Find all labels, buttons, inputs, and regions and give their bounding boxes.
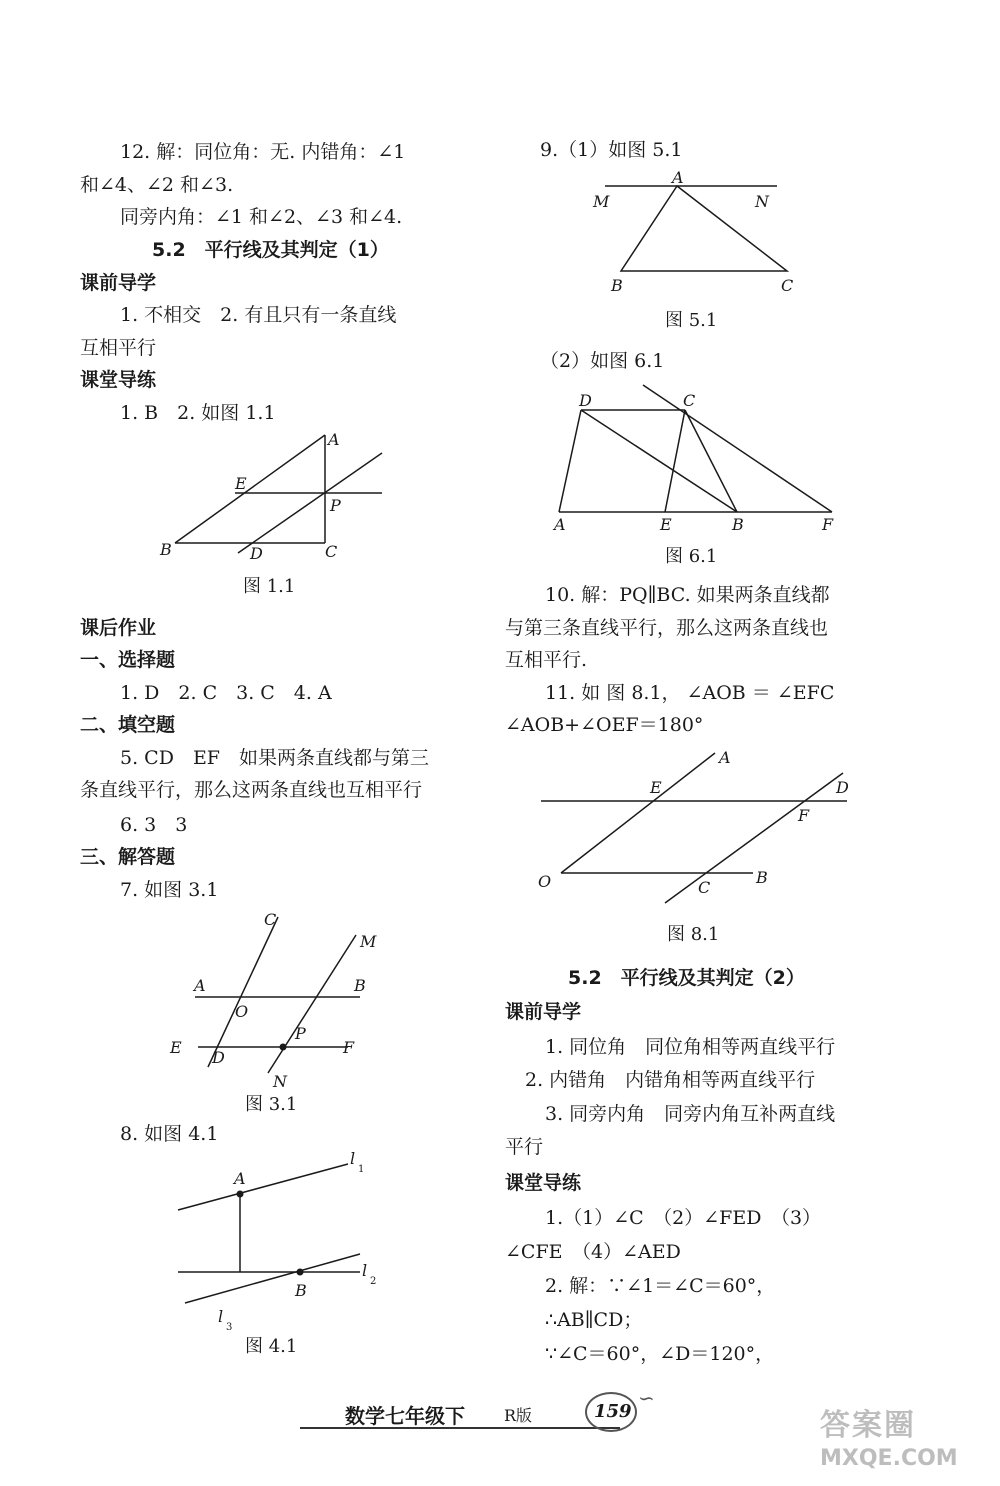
figure-8-1: [535, 745, 855, 905]
figure-5-1-caption: 图 5.1: [665, 310, 718, 331]
fig11-label-b: B: [160, 540, 172, 559]
fig61-label-e: E: [660, 515, 672, 534]
fig81-label-b: B: [756, 868, 768, 887]
fig41-label-l2-sub: 2: [370, 1276, 377, 1287]
heading-preview-2: 课前导学: [505, 1001, 582, 1023]
fig61-label-d: D: [579, 391, 592, 410]
fill-answer-5-line1: 5. CD EF 如果两条直线都与第三: [120, 747, 429, 769]
heading-classroom: 课堂导练: [80, 369, 157, 391]
figure-3-1: [160, 905, 390, 1095]
figure-3-1-caption: 图 3.1: [245, 1094, 298, 1115]
preview2-answer-3: 3. 同旁内角 同旁内角互补两直线: [545, 1103, 836, 1125]
fig11-label-e: E: [235, 474, 247, 493]
classroom2-answer-2-line2: ∴AB∥CD；: [545, 1309, 643, 1331]
fig31-label-p: P: [295, 1024, 306, 1043]
fig51-label-m: M: [593, 192, 610, 211]
fig61-label-f: F: [822, 515, 834, 534]
answer-12-line1: 12. 解：同位角：无. 内错角：∠1: [120, 141, 406, 163]
page-number: 159: [594, 1401, 632, 1422]
footer-book-title: 数学七年级下: [345, 1404, 465, 1428]
fill-answer-6: 6. 3 3: [120, 814, 188, 836]
classroom2-answer-1-line1: 1.（1）∠C （2）∠FED （3）: [545, 1207, 822, 1229]
fig51-label-c: C: [781, 276, 794, 295]
solve-answer-8: 8. 如图 4.1: [120, 1123, 219, 1145]
fig31-label-e: E: [170, 1038, 182, 1057]
classroom2-answer-1-line2: ∠CFE （4）∠AED: [505, 1241, 681, 1263]
fig41-label-l1: l: [350, 1149, 356, 1168]
footer-edition: R版: [504, 1406, 533, 1425]
fig11-label-a: A: [328, 430, 340, 449]
fig31-label-c: C: [264, 910, 277, 929]
answer-10-line3: 互相平行.: [505, 649, 588, 671]
classroom2-answer-2-line1: 2. 解：∵∠1＝∠C＝60°，: [545, 1275, 776, 1297]
answer-12-line3: 同旁内角：∠1 和∠2、∠3 和∠4.: [120, 206, 403, 228]
answer-9-1: 9.（1）如图 5.1: [540, 139, 683, 161]
classroom-answer-1: 1. B 2. 如图 1.1: [120, 402, 276, 424]
figure-5-1: [585, 163, 805, 298]
fig31-label-n: N: [273, 1072, 287, 1091]
fig11-label-c: C: [325, 542, 338, 561]
fig31-label-d: D: [212, 1048, 225, 1067]
figure-8-1-caption: 图 8.1: [667, 924, 720, 945]
fig41-label-a: A: [234, 1169, 246, 1188]
fig41-label-b: B: [295, 1281, 307, 1300]
preview-answer-line1: 1. 不相交 2. 有且只有一条直线: [120, 304, 397, 326]
fig11-label-d: D: [250, 544, 263, 563]
fig41-label-l2: l: [362, 1261, 368, 1280]
fig31-label-b: B: [354, 976, 366, 995]
point-a-dot: [237, 1191, 244, 1198]
fig51-label-a: A: [672, 168, 684, 187]
answer-12-line2: 和∠4、∠2 和∠3.: [80, 174, 234, 196]
answer-10-line2: 与第三条直线平行，那么这两条直线也: [505, 617, 829, 639]
watermark-logo: 答案圈: [820, 1408, 916, 1443]
fig31-label-a: A: [194, 976, 206, 995]
fig81-label-o: O: [538, 872, 552, 891]
answer-9-2: （2）如图 6.1: [540, 350, 665, 372]
figure-6-1: [545, 382, 845, 532]
heading-fill: 二、填空题: [80, 714, 176, 736]
preview-answer-line2: 互相平行: [80, 337, 157, 359]
fig81-label-a: A: [719, 748, 731, 767]
fig81-label-d: D: [836, 778, 849, 797]
fig41-label-l1-sub: 1: [358, 1164, 365, 1175]
choice-answers: 1. D 2. C 3. C 4. A: [120, 682, 332, 704]
figure-4-1-caption: 图 4.1: [245, 1336, 298, 1357]
heading-classroom-2: 课堂导练: [505, 1172, 582, 1194]
section-title-5-2-1: 5.2 平行线及其判定（1）: [152, 239, 389, 261]
answer-11-line2: ∠AOB+∠OEF＝180°: [505, 714, 704, 736]
fig31-label-m: M: [360, 932, 377, 951]
preview2-answer-1: 1. 同位角 同位角相等两直线平行: [545, 1036, 836, 1058]
figure-4-1: [170, 1150, 400, 1335]
fig41-label-l3: l: [218, 1307, 224, 1326]
fig61-label-b: B: [732, 515, 744, 534]
fig81-label-f: F: [798, 806, 810, 825]
swirl-ornament-icon: ∽: [638, 1386, 655, 1410]
section-title-5-2-2: 5.2 平行线及其判定（2）: [568, 967, 805, 989]
fig51-label-n: N: [755, 192, 769, 211]
point-p-dot: [280, 1044, 287, 1051]
fig61-label-a: A: [554, 515, 566, 534]
heading-choice: 一、选择题: [80, 649, 176, 671]
fig81-label-e: E: [650, 778, 662, 797]
heading-solve: 三、解答题: [80, 846, 176, 868]
watermark-url: MXQE.COM: [820, 1446, 958, 1471]
figure-1-1-caption: 图 1.1: [243, 576, 296, 597]
fig41-label-l3-sub: 3: [226, 1322, 233, 1333]
classroom2-answer-2-line3: ∵∠C＝60°，∠D＝120°，: [545, 1343, 775, 1365]
fig31-label-o: O: [235, 1002, 249, 1021]
answer-10-line1: 10. 解：PQ∥BC. 如果两条直线都: [545, 584, 830, 606]
fig31-label-f: F: [343, 1038, 355, 1057]
heading-homework: 课后作业: [80, 617, 157, 639]
preview2-answer-3-cont: 平行: [505, 1136, 544, 1158]
fig81-label-c: C: [698, 878, 711, 897]
figure-6-1-caption: 图 6.1: [665, 546, 718, 567]
answer-11-line1: 11. 如 图 8.1， ∠AOB ＝ ∠EFC: [545, 682, 835, 704]
preview2-answer-2: 2. 内错角 内错角相等两直线平行: [525, 1069, 816, 1091]
heading-preview: 课前导学: [80, 272, 157, 294]
point-b-dot: [297, 1269, 304, 1276]
figure-1-1: [150, 425, 400, 570]
fig51-label-b: B: [611, 276, 623, 295]
fig11-label-p: P: [330, 496, 341, 515]
fill-answer-5-line2: 条直线平行，那么这两条直线也互相平行: [80, 779, 423, 801]
solve-answer-7: 7. 如图 3.1: [120, 879, 219, 901]
fig61-label-c: C: [683, 391, 696, 410]
